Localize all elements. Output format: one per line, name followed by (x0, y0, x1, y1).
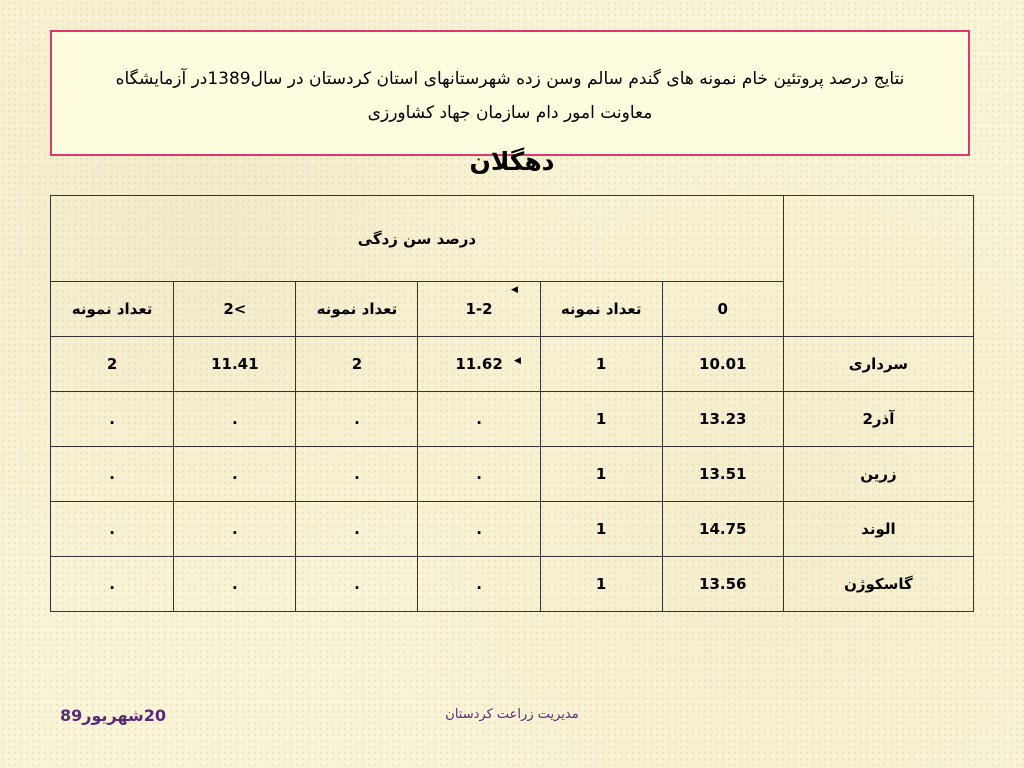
table-cell: . (51, 447, 174, 502)
variety-name: گاسکوژن (783, 557, 973, 612)
table-cell: 2 (296, 337, 418, 392)
column-header: >2 (174, 282, 296, 337)
table-cell: 1 (540, 392, 662, 447)
table-cell: 13.56 (662, 557, 783, 612)
table-cell: . (174, 447, 296, 502)
corner-cell (783, 196, 973, 337)
title-line-1: نتایج درصد پروتئین خام نمونه های گندم سالم وسن زده شهرستانهای استان کردستان در سال1389در آزمایشگاه (115, 69, 905, 89)
group-header-label: درصد سن زدگی (357, 229, 477, 248)
table-cell: 1 (540, 502, 662, 557)
table-cell: 13.51 (662, 447, 783, 502)
table-cell: 11.41 (174, 337, 296, 392)
variety-name: زرین (783, 447, 973, 502)
subtitle: دهگلان (469, 147, 555, 176)
data-table (50, 195, 974, 612)
column-header: تعداد نمونه (296, 282, 418, 337)
table-cell: . (418, 392, 540, 447)
table-cell: 1 (540, 447, 662, 502)
variety-name: سرداری (783, 337, 973, 392)
table-cell: 1 (540, 557, 662, 612)
column-header: 0 (662, 282, 783, 337)
table-cell: . (296, 557, 418, 612)
table-cell: . (296, 392, 418, 447)
footer-organization: مدیریت زراعت کردستان (445, 707, 579, 722)
comment-marker-icon: ◀ (514, 356, 521, 366)
table-cell: 10.01 (662, 337, 783, 392)
column-header: 1-2 (418, 282, 540, 337)
column-header: تعداد نمونه (51, 282, 174, 337)
table-cell: . (51, 502, 174, 557)
title-line-2: معاونت امور دام سازمان جهاد کشاورزی (367, 103, 653, 123)
table-cell: . (174, 557, 296, 612)
table-row (51, 337, 974, 392)
table-cell: . (296, 502, 418, 557)
table-cell: 13.23 (662, 392, 783, 447)
table-row (51, 447, 974, 502)
table-cell: . (174, 502, 296, 557)
variety-name: الوند (783, 502, 973, 557)
table-cell: . (51, 392, 174, 447)
table-cell: 14.75 (662, 502, 783, 557)
table-header-row (51, 196, 974, 282)
table-row (51, 392, 974, 447)
table-cell: . (174, 392, 296, 447)
table-cell: . (418, 502, 540, 557)
column-header: تعداد نمونه (540, 282, 662, 337)
table-cell: 11.62 (418, 337, 540, 392)
group-header-cell (51, 196, 784, 282)
table-cell: . (51, 557, 174, 612)
table-cell: 2 (51, 337, 174, 392)
comment-marker-icon: ◀ (511, 285, 518, 295)
table-cell: . (418, 447, 540, 502)
footer-date: 20شهریور89 (60, 706, 167, 725)
table-cell: 1 (540, 337, 662, 392)
table-cell: . (296, 447, 418, 502)
variety-name: آذر2 (783, 392, 973, 447)
title-box (50, 30, 970, 156)
table-row (51, 502, 974, 557)
table-cell: . (418, 557, 540, 612)
table-row (51, 557, 974, 612)
